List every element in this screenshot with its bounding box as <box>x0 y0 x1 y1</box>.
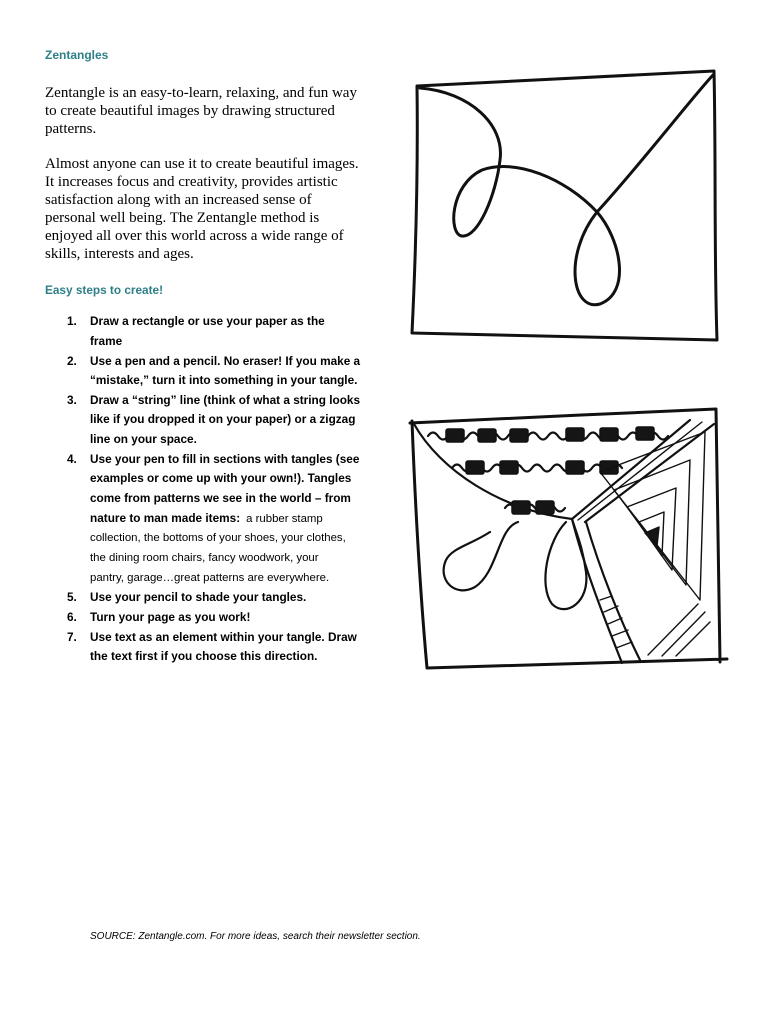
step-number: 4. <box>67 451 77 466</box>
sketch-frame <box>412 71 717 340</box>
tangle-square <box>600 461 618 474</box>
hatch-line <box>648 604 698 655</box>
step-item <box>67 312 380 351</box>
step-detail-text: collection, the bottoms of your shoes, your clothes, <box>90 532 346 545</box>
source-note: SOURCE: Zentangle.com. For more ideas, search their newsletter section. <box>90 931 421 942</box>
tangle-square <box>566 428 584 441</box>
tangle-square <box>510 429 528 442</box>
tangle-square <box>566 461 584 474</box>
step-item <box>67 391 380 450</box>
tangle-square <box>512 501 530 514</box>
step-text-line: come from patterns we see in the world – from <box>90 491 351 506</box>
string-sketch-illustration <box>400 60 730 350</box>
step-number: 3. <box>67 392 77 407</box>
step-text-line: Use your pen to fill in sections with tangles (see <box>90 451 360 466</box>
step-text-line: like if you dropped it on your paper) or a zigzag <box>90 412 356 427</box>
step-number: 7. <box>67 629 77 644</box>
step-text-emphasis: nature to man made items: <box>90 510 241 525</box>
nested-triangle <box>614 460 690 585</box>
step-text-line-mixed <box>90 509 380 530</box>
step-item <box>67 588 380 608</box>
intro-paragraph: Almost anyone can use it to create beautiful images. It increases focus and creativity, provides artistic satisfaction along with an increased sense of personal well being. The Zentangle method is enjoyed all over this world across a wide range of skills, interests and ages. <box>45 156 359 262</box>
step-number: 1. <box>67 314 77 329</box>
intro-paragraph: Zentangle is an easy-to-learn, relaxing, and fun way to create beautiful images by drawing structured patterns. <box>45 85 357 137</box>
step-text-line: Use text as an element within your tangle. Draw <box>90 629 357 644</box>
step-text-line: “mistake,” turn it into something in your tangle. <box>90 373 358 388</box>
intro-section <box>45 84 362 280</box>
sketch-frame <box>410 409 727 668</box>
step-detail-text: a rubber stamp <box>246 512 323 525</box>
page-title: Zentangles <box>45 48 109 62</box>
steps-list <box>67 312 380 667</box>
hatch-line <box>676 622 710 656</box>
step-text-line: line on your space. <box>90 432 197 447</box>
tangle-square <box>536 501 554 514</box>
string-loop <box>444 522 518 590</box>
step-text-line: the text first if you choose this direction. <box>90 649 318 664</box>
step-text-line: frame <box>90 333 123 348</box>
tangle-square <box>636 427 654 440</box>
tangle-square <box>446 429 464 442</box>
step-detail-text: pantry, garage…great patterns are everywhere. <box>90 571 330 584</box>
step-text-line: Turn your page as you work! <box>90 610 251 625</box>
step-text-line: Use your pencil to shade your tangles. <box>90 590 307 605</box>
tangle-sketch-illustration <box>400 400 735 680</box>
step-number: 5. <box>67 590 77 605</box>
tangle-square <box>478 429 496 442</box>
nested-triangle <box>627 488 676 570</box>
step-item <box>67 608 380 628</box>
string-loop <box>545 519 586 609</box>
tangle-square <box>466 461 484 474</box>
step-number: 6. <box>67 610 77 625</box>
step-text-line: Draw a rectangle or use your paper as the <box>90 314 325 329</box>
step-number: 2. <box>67 353 77 368</box>
step-text-line: Draw a “string” line (think of what a string looks <box>90 392 361 407</box>
hatch-line <box>612 630 628 636</box>
steps-heading: Easy steps to create! <box>45 283 164 297</box>
step-text-line: examples or come up with your own!). Tangles <box>90 471 352 486</box>
tangle-square <box>500 461 518 474</box>
tangle-square <box>600 428 618 441</box>
hatch-line <box>600 596 612 600</box>
step-item <box>67 352 380 391</box>
step-detail-text: the dining room chairs, fancy woodwork, your <box>90 552 319 565</box>
string-line <box>420 75 713 305</box>
step-text-line: Use a pen and a pencil. No eraser! If you make a <box>90 353 361 368</box>
step-item <box>67 450 380 589</box>
hatch-line <box>616 642 632 648</box>
hatch-line <box>608 618 622 624</box>
step-item <box>67 628 380 667</box>
